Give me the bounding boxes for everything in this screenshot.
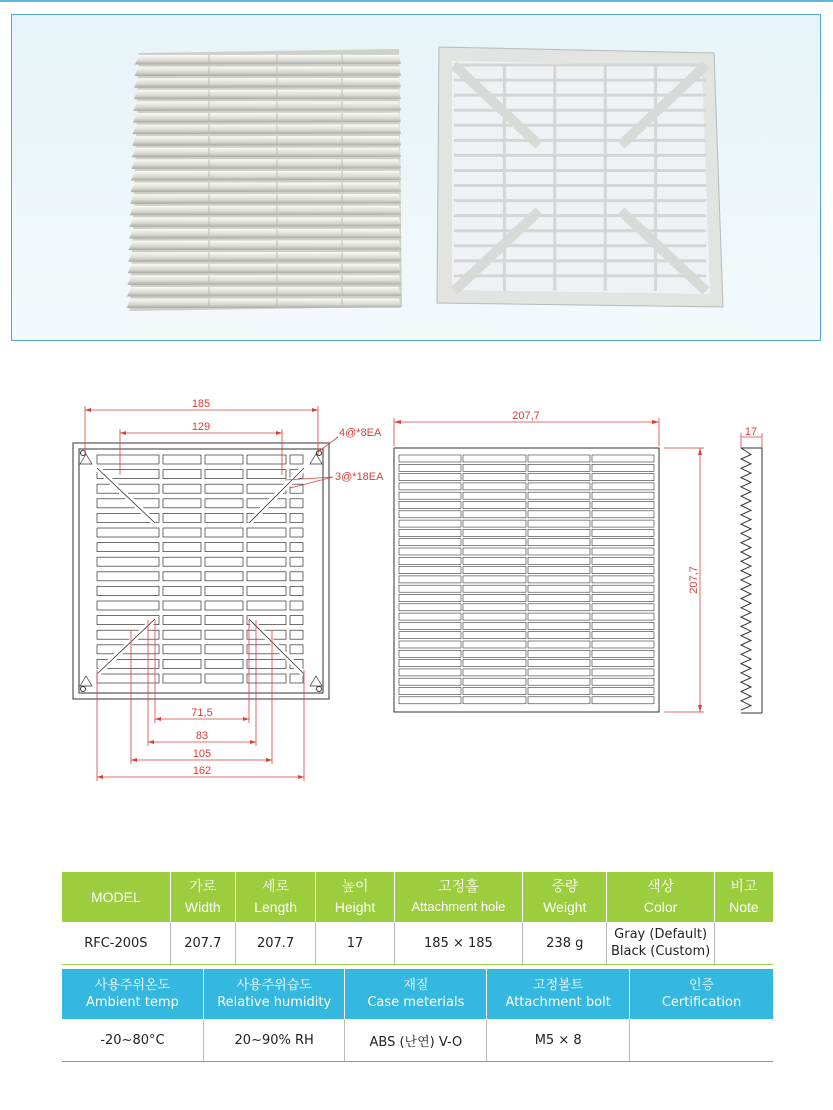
env-header-bolt: 고정볼트 Attachment bolt — [487, 969, 630, 1019]
product-photo — [12, 15, 821, 341]
spec-header-note: 비고 Note — [714, 872, 773, 922]
dim-hole-8: 4@*8EA — [339, 427, 382, 439]
spec-header-width: 가로 Width — [170, 872, 235, 922]
front-view-drawing — [73, 443, 329, 699]
env-humidity: 20~90% RH — [203, 1019, 345, 1062]
env-temp: -20~80°C — [62, 1019, 203, 1062]
dim-129: 129 — [191, 421, 211, 433]
spec-weight: 238 g — [523, 922, 607, 965]
dim-83: 83 — [195, 730, 209, 742]
dim-185: 185 — [191, 398, 211, 410]
env-cert — [630, 1019, 773, 1062]
env-table — [62, 969, 773, 1062]
spec-header-row — [62, 872, 773, 922]
spec-header-length: 세로 Length — [235, 872, 315, 922]
side-view-drawing — [741, 448, 762, 713]
top-rule — [0, 0, 833, 2]
env-header-humidity: 사용주위습도 Relative humidity — [203, 969, 345, 1019]
spec-height: 17 — [316, 922, 394, 965]
filter-frame-photo — [437, 47, 723, 307]
dim-grill-width: 207,7 — [512, 410, 540, 422]
spec-color: Gray (Default) Black (Custom) — [607, 922, 715, 965]
spec-note — [714, 922, 773, 965]
env-header-material: 재질 Case meterials — [345, 969, 487, 1019]
drawing-canvas — [0, 380, 833, 800]
spec-header-height: 높이 Height — [316, 872, 394, 922]
dim-side-depth: 17 — [744, 426, 758, 438]
spec-header-model: MODEL — [62, 872, 170, 922]
spec-table — [62, 872, 773, 965]
env-bolt: M5 × 8 — [487, 1019, 630, 1062]
dim-71: 71,5 — [191, 707, 213, 719]
env-header-row — [62, 969, 773, 1019]
grill-photo — [127, 49, 402, 311]
dim-grill-height: 207,7 — [688, 566, 700, 594]
dim-105: 105 — [192, 748, 212, 760]
front-dimensions — [85, 406, 338, 781]
env-data-row — [62, 1019, 773, 1062]
spec-length: 207.7 — [235, 922, 315, 965]
spec-model: RFC-200S — [62, 922, 170, 965]
spec-data-row — [62, 922, 773, 965]
dim-162: 162 — [192, 765, 212, 777]
technical-drawings — [0, 380, 833, 800]
env-header-temp: 사용주위온도 Ambient temp — [62, 969, 203, 1019]
env-material: ABS (난연) V-O — [345, 1019, 487, 1062]
spec-hole: 185 × 185 — [394, 922, 522, 965]
spec-header-hole: 고정홀 Attachment hole — [394, 872, 522, 922]
spec-header-weight: 중량 Weight — [523, 872, 607, 922]
env-header-cert: 인증 Certification — [630, 969, 773, 1019]
grill-view-drawing — [394, 448, 659, 712]
grill-arrows — [394, 420, 702, 712]
dim-hole-18: 3@*18EA — [335, 471, 384, 483]
spec-header-color: 색상 Color — [607, 872, 715, 922]
product-photo-panel — [11, 14, 821, 341]
spec-width: 207.7 — [170, 922, 235, 965]
